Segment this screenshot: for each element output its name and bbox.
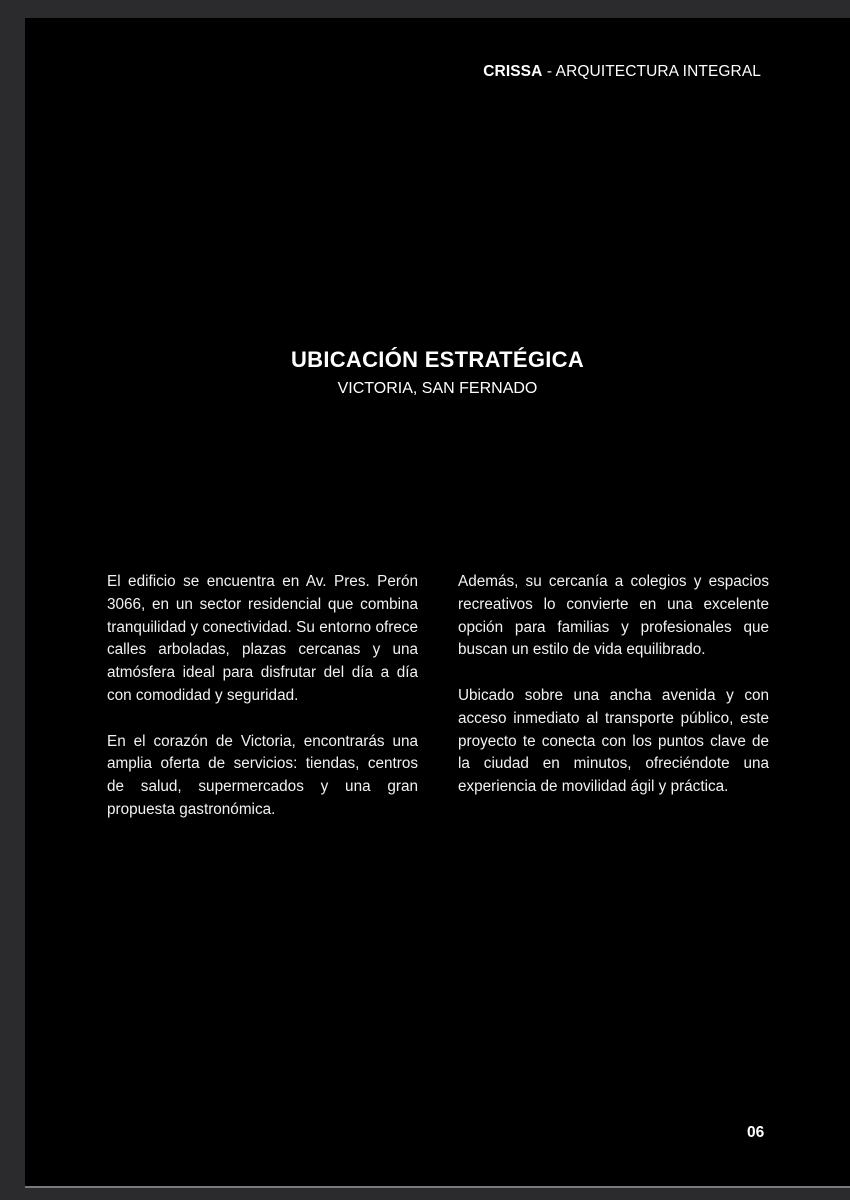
page-edge-divider	[25, 1186, 850, 1188]
paragraph: El edificio se encuentra en Av. Pres. Perón 3066, en un sector residencial que combina tranquilidad y conectividad. Su entorno ofrece calles arboladas, plazas cercanas y una atmósfera ideal para disfrutar del día a día con comodidad y seguridad.	[107, 573, 418, 704]
page-header	[483, 63, 761, 81]
section-subtitle: VICTORIA, SAN FERNADO	[337, 380, 538, 397]
brand-name: CRISSA	[483, 63, 543, 80]
text-column-right	[458, 571, 769, 822]
paragraph: Además, su cercanía a colegios y espacios recreativos lo convierte en una excelente opción para familias y profesionales que buscan un estilo de vida equilibrado.	[458, 573, 769, 659]
paragraph: Ubicado sobre una ancha avenida y con acceso inmediato al transporte público, este proyecto te conecta con los puntos clave de la ciudad en minutos, ofreciéndote una experiencia de movilidad ágil y práctica.	[458, 686, 769, 796]
document-page	[25, 18, 850, 1186]
page-number: 06	[747, 1124, 765, 1141]
text-column-left	[107, 571, 418, 845]
brand-tagline: - ARQUITECTURA INTEGRAL	[542, 63, 761, 80]
section-heading	[25, 346, 850, 400]
paragraph: En el corazón de Victoria, encontrarás una amplia oferta de servicios: tiendas, centros de salud, supermercados y una gran propuesta gastronómica.	[107, 732, 418, 818]
section-title: UBICACIÓN ESTRATÉGICA	[290, 347, 585, 372]
